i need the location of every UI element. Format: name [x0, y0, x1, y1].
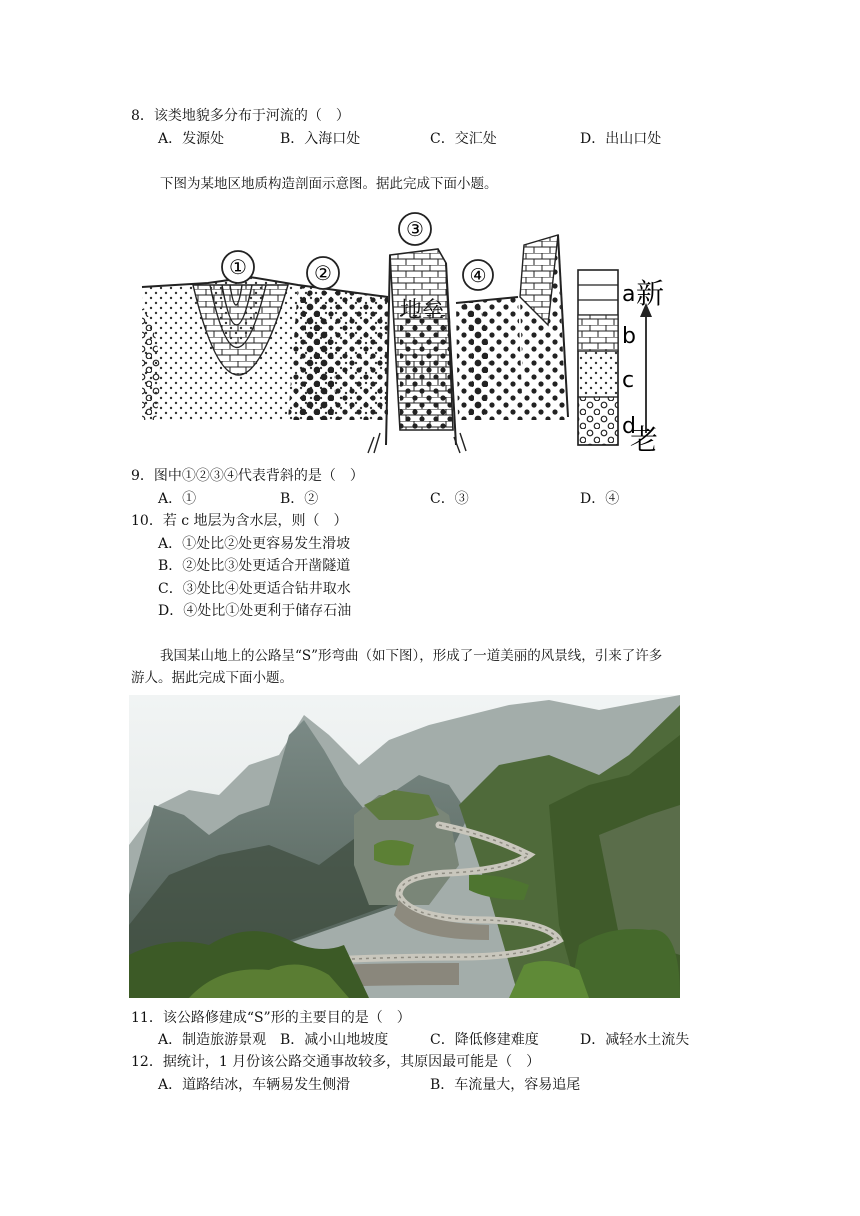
legend-a: a [622, 282, 636, 307]
question-12-stem: 12．据统计，1 月份该公路交通事故较多，其原因最可能是（ ） [131, 1054, 541, 1070]
section-intro-road-line2: 游人。据此完成下面小题。 [131, 670, 293, 686]
q9-option-b: B．② [280, 491, 319, 507]
legend-b: b [622, 324, 636, 349]
question-9-stem: 9．图中①②③④代表背斜的是（ ） [131, 468, 364, 484]
q11-option-c: C．降低修建难度 [430, 1032, 539, 1048]
label-2 [307, 257, 339, 289]
question-8-stem: 8．该类地貌多分布于河流的（ ） [131, 108, 350, 124]
q11-option-a: A．制造旅游景观 [158, 1032, 267, 1048]
mountain-road-photo [129, 695, 680, 998]
strata-legend [578, 270, 664, 456]
label-3 [399, 213, 431, 245]
q12-option-b: B．车流量大，容易追尾 [430, 1077, 581, 1093]
q10-option-d: D．④处比①处更利于储存石油 [158, 603, 352, 619]
q8-option-b: B．入海口处 [280, 131, 361, 147]
section-intro-road-line1: 我国某山地上的公路呈“S”形弯曲（如下图），形成了一道美丽的风景线，引来了许多 [160, 648, 663, 664]
label-1 [222, 251, 254, 283]
legend-new-label: 新 [636, 277, 665, 310]
svg-text:④: ④ [469, 265, 487, 287]
legend-old-label: 老 [630, 423, 659, 456]
q11-option-d: D．减轻水土流失 [580, 1032, 690, 1048]
horst-label: 地垒 [400, 298, 445, 323]
legend-c: c [622, 368, 635, 393]
q9-option-d: D．④ [580, 491, 620, 507]
q11-option-b: B．减小山地坡度 [280, 1032, 389, 1048]
svg-text:②: ② [314, 261, 332, 285]
svg-text:①: ① [229, 255, 247, 279]
q8-option-a: A．发源处 [158, 131, 225, 147]
q8-option-c: C．交汇处 [430, 131, 497, 147]
question-11-stem: 11．该公路修建成“S”形的主要目的是（ ） [131, 1010, 411, 1026]
question-10-stem: 10．若 c 地层为含水层，则（ ） [131, 513, 348, 529]
svg-text:③: ③ [406, 217, 424, 241]
q8-option-d: D．出山口处 [580, 131, 662, 147]
q12-option-a: A．道路结冰，车辆易发生侧滑 [158, 1077, 351, 1093]
legend-d: d [622, 414, 636, 439]
section-intro-geology: 下图为某地区地质构造剖面示意图。据此完成下面小题。 [160, 176, 498, 192]
label-4 [463, 260, 493, 290]
geologic-cross-section-diagram [138, 205, 668, 457]
q10-option-b: B．②处比③处更适合开凿隧道 [158, 558, 351, 574]
q9-option-a: A．① [158, 491, 197, 507]
q10-option-a: A．①处比②处更容易发生滑坡 [158, 536, 351, 552]
q9-option-c: C．③ [430, 491, 469, 507]
q10-option-c: C．③处比④处更适合钻井取水 [158, 581, 351, 597]
